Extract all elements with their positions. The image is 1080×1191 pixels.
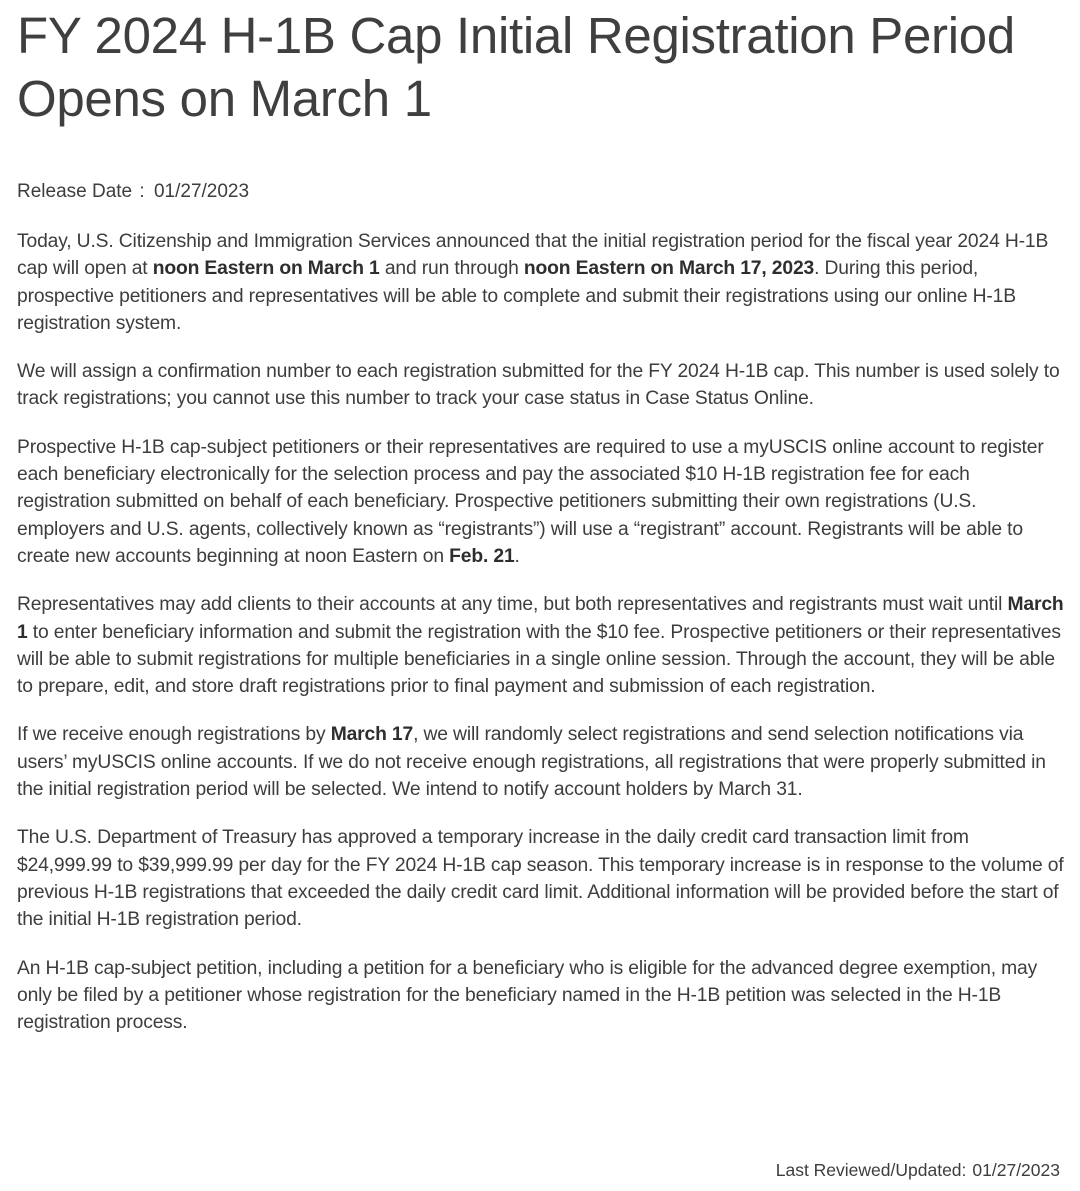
- last-reviewed-label: Last Reviewed/Updated:: [775, 1160, 967, 1180]
- last-reviewed-date: 01/27/2023: [972, 1160, 1060, 1180]
- bold-text: Feb. 21: [449, 545, 515, 567]
- paragraph-registration-period: [17, 228, 1067, 337]
- paragraph-myuscis-account: [17, 434, 1067, 570]
- paragraph-cap-subject-petition: An H-1B cap-subject petition, including a petition for a beneficiary who is eligible for the advanced degree exemption, may only be filed by a petitioner whose registration for the beneficiary named in the H-1B petition was selected in the H-1B registration process.: [17, 957, 1038, 1034]
- paragraph-text: . During this period, prospective petitioners and representatives will be able to complete and submit their registrations using our online H-1B registration system.: [17, 258, 1016, 334]
- bold-text: noon Eastern on March 17, 2023: [523, 258, 815, 280]
- release-date-separator: :: [139, 181, 145, 202]
- bold-text: noon Eastern on March 1: [152, 258, 380, 280]
- paragraph-credit-card-limit: The U.S. Department of Treasury has approved a temporary increase in the daily credit card transaction limit from $24,999.99 to $39,999.99 per day for the FY 2024 H-1B cap season. This temporary increase is in response to the volume of previous H-1B registrations that exceeded the daily credit card limit. Additional information will be provided before the start of the initial H-1B registration period.: [17, 827, 1064, 931]
- release-date: [17, 178, 1067, 205]
- paragraph-text: If we receive enough registrations by: [17, 724, 331, 746]
- release-date-label: Release Date: [17, 181, 133, 202]
- paragraph-text: Today, U.S. Citizenship and Immigration Services announced that the initial registration period for the fiscal year 2024 H-1B cap will open at: [17, 231, 1049, 280]
- paragraph-text: Representatives may add clients to their accounts at any time, but both representatives and registrants must wait until: [17, 594, 1008, 616]
- bold-text: March 1: [17, 594, 1064, 643]
- article: [17, 0, 1067, 1036]
- page-title: FY 2024 H-1B Cap Initial Registration Period Opens on March 1: [17, 7, 1015, 127]
- paragraph-text: , we will randomly select registrations and send selection notifications via users’ myUSCIS online accounts. If we do not receive enough registrations, all registrations that were properly submitted in the initial registration period will be selected. We intend to notify account holders by March 31.: [17, 724, 1046, 801]
- bold-text: March 17: [330, 724, 414, 746]
- paragraph-text: and run through: [379, 258, 524, 280]
- last-reviewed: [776, 1158, 1060, 1182]
- paragraph-text: .: [514, 545, 520, 567]
- release-date-value: 01/27/2023: [153, 181, 250, 202]
- paragraph-text: Prospective H-1B cap-subject petitioners or their representatives are required to use a myUSCIS online account to register each beneficiary electronically for the selection process and pay the associated $10 H-1B registration fee for each registration submitted on behalf of each beneficiary. Prospective petitioners submitting their own registrations (U.S. employers and U.S. agents, collectively known as “registrants”) will use a “registrant” account. Registrants will be able to create new accounts beginning at noon Eastern on: [17, 436, 1044, 567]
- paragraph-selection: [17, 721, 1067, 803]
- paragraph-text: to enter beneficiary information and submit the registration with the $10 fee. Prospective petitioners or their representatives will be able to submit registrations for multiple beneficiaries in a single online session. Through the account, they will be able to prepare, edit, and store draft registrations prior to final payment and submission of each registration.: [17, 621, 1061, 698]
- paragraph-confirmation-number: We will assign a confirmation number to each registration submitted for the FY 2024 H-1B cap. This number is used solely to track registrations; you cannot use this number to track your case status in Case Status Online.: [17, 361, 1060, 410]
- paragraph-representatives: [17, 591, 1067, 700]
